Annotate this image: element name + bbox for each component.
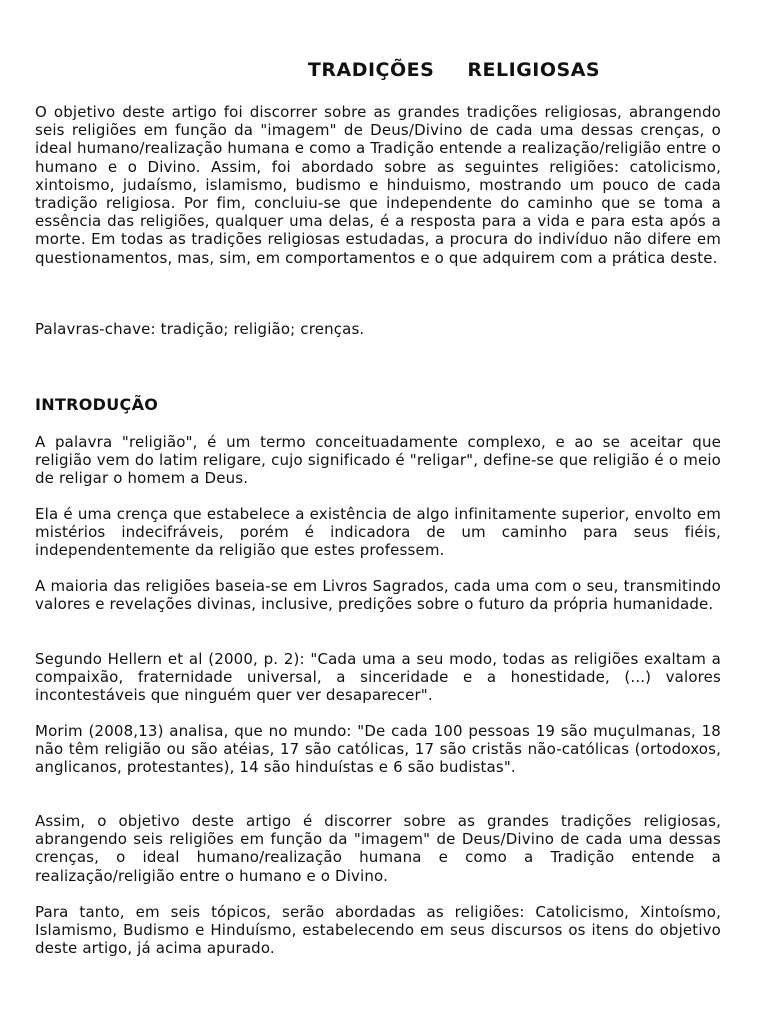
intro-paragraph-2-block [35,505,721,560]
abstract-paragraph: O objetivo deste artigo foi discorrer sobre as grandes tradições religiosas, abrangendo seis religiões em função da "imagem" de Deus/Divino de cada uma dessas crenças, o ideal humano/realização humana e como a Tradição entende a realização/religião entre o humano e o Divino. Assim, foi abordado sobre as seguintes religiões: catolicismo, xintoismo, judaísmo, islamismo, budismo e hinduismo, mostrando um pouco de cada tradição religiosa. Por fim, concluiu-se que independente do caminho que se toma a essência das religiões, qualquer uma delas, é a resposta para a vida e para esta após a morte. Em todas as tradições religiosas estudadas, a procura do indivíduo não difere em questionamentos, mas, sim, em comportamentos e o que adquirem com a prática deste. [35,103,721,267]
intro-paragraph: Morim (2008,13) analisa, que no mundo: "De cada 100 pessoas 19 são muçulmanas, 18 não têm religião ou são atéias, 17 são católicas, 17 são cristãs não-católicas (ortodoxos, anglicanos, protestantes), 14 são hinduístas e 6 são budistas". [35,722,721,777]
intro-paragraph: Ela é uma crença que estabelece a existência de algo infinitamente superior, envolto em mistérios indecifráveis, porém é indicadora de um caminho para seus fiéis, independentemente da religião que estes professem. [35,505,721,560]
intro-paragraph: Segundo Hellern et al (2000, p. 2): "Cada uma a seu modo, todas as religiões exaltam a compaixão, fraternidade universal, a sinceridade e a honestidade, (...) valores incontestáveis que ninguém quer ver desaparecer". [35,650,721,705]
intro-paragraph-5-block [35,722,721,777]
intro-paragraph: Assim, o objetivo deste artigo é discorrer sobre as grandes tradições religiosas, abrangendo seis religiões em função da "imagem" de Deus/Divino de cada uma dessas crenças, o ideal humano/realização humana e como a Tradição entende a realização/religião entre o humano e o Divino. [35,812,721,885]
intro-paragraph-4-block [35,650,721,705]
intro-paragraph-7-block [35,903,721,958]
intro-paragraph: A maioria das religiões baseia-se em Livros Sagrados, cada uma com o seu, transmitindo valores e revelações divinas, inclusive, predições sobre o futuro da própria humanidade. [35,577,721,614]
keywords-line: Palavras-chave: tradição; religião; crenças. [35,320,365,338]
abstract-block [35,103,721,267]
intro-paragraph: Para tanto, em seis tópicos, serão abordadas as religiões: Catolicismo, Xintoísmo, Islamismo, Budismo e Hinduísmo, estabelecendo em seus discursos os itens do objetivo deste artigo, já acima apurado. [35,903,721,958]
intro-paragraph-6-block [35,812,721,885]
intro-paragraph-3-block [35,577,721,613]
intro-paragraph: A palavra "religião", é um termo conceituadamente complexo, e ao se aceitar que religião vem do latim religare, cujo significado é "religar", define-se que religião é o meio de religar o homem a Deus. [35,433,721,488]
introduction-heading: INTRODUÇÃO [35,395,159,414]
document-title: TRADIÇÕES RELIGIOSAS [307,59,601,81]
keywords-block [35,320,721,338]
intro-paragraph-1-block [35,433,721,488]
introduction-heading-block [35,395,721,415]
